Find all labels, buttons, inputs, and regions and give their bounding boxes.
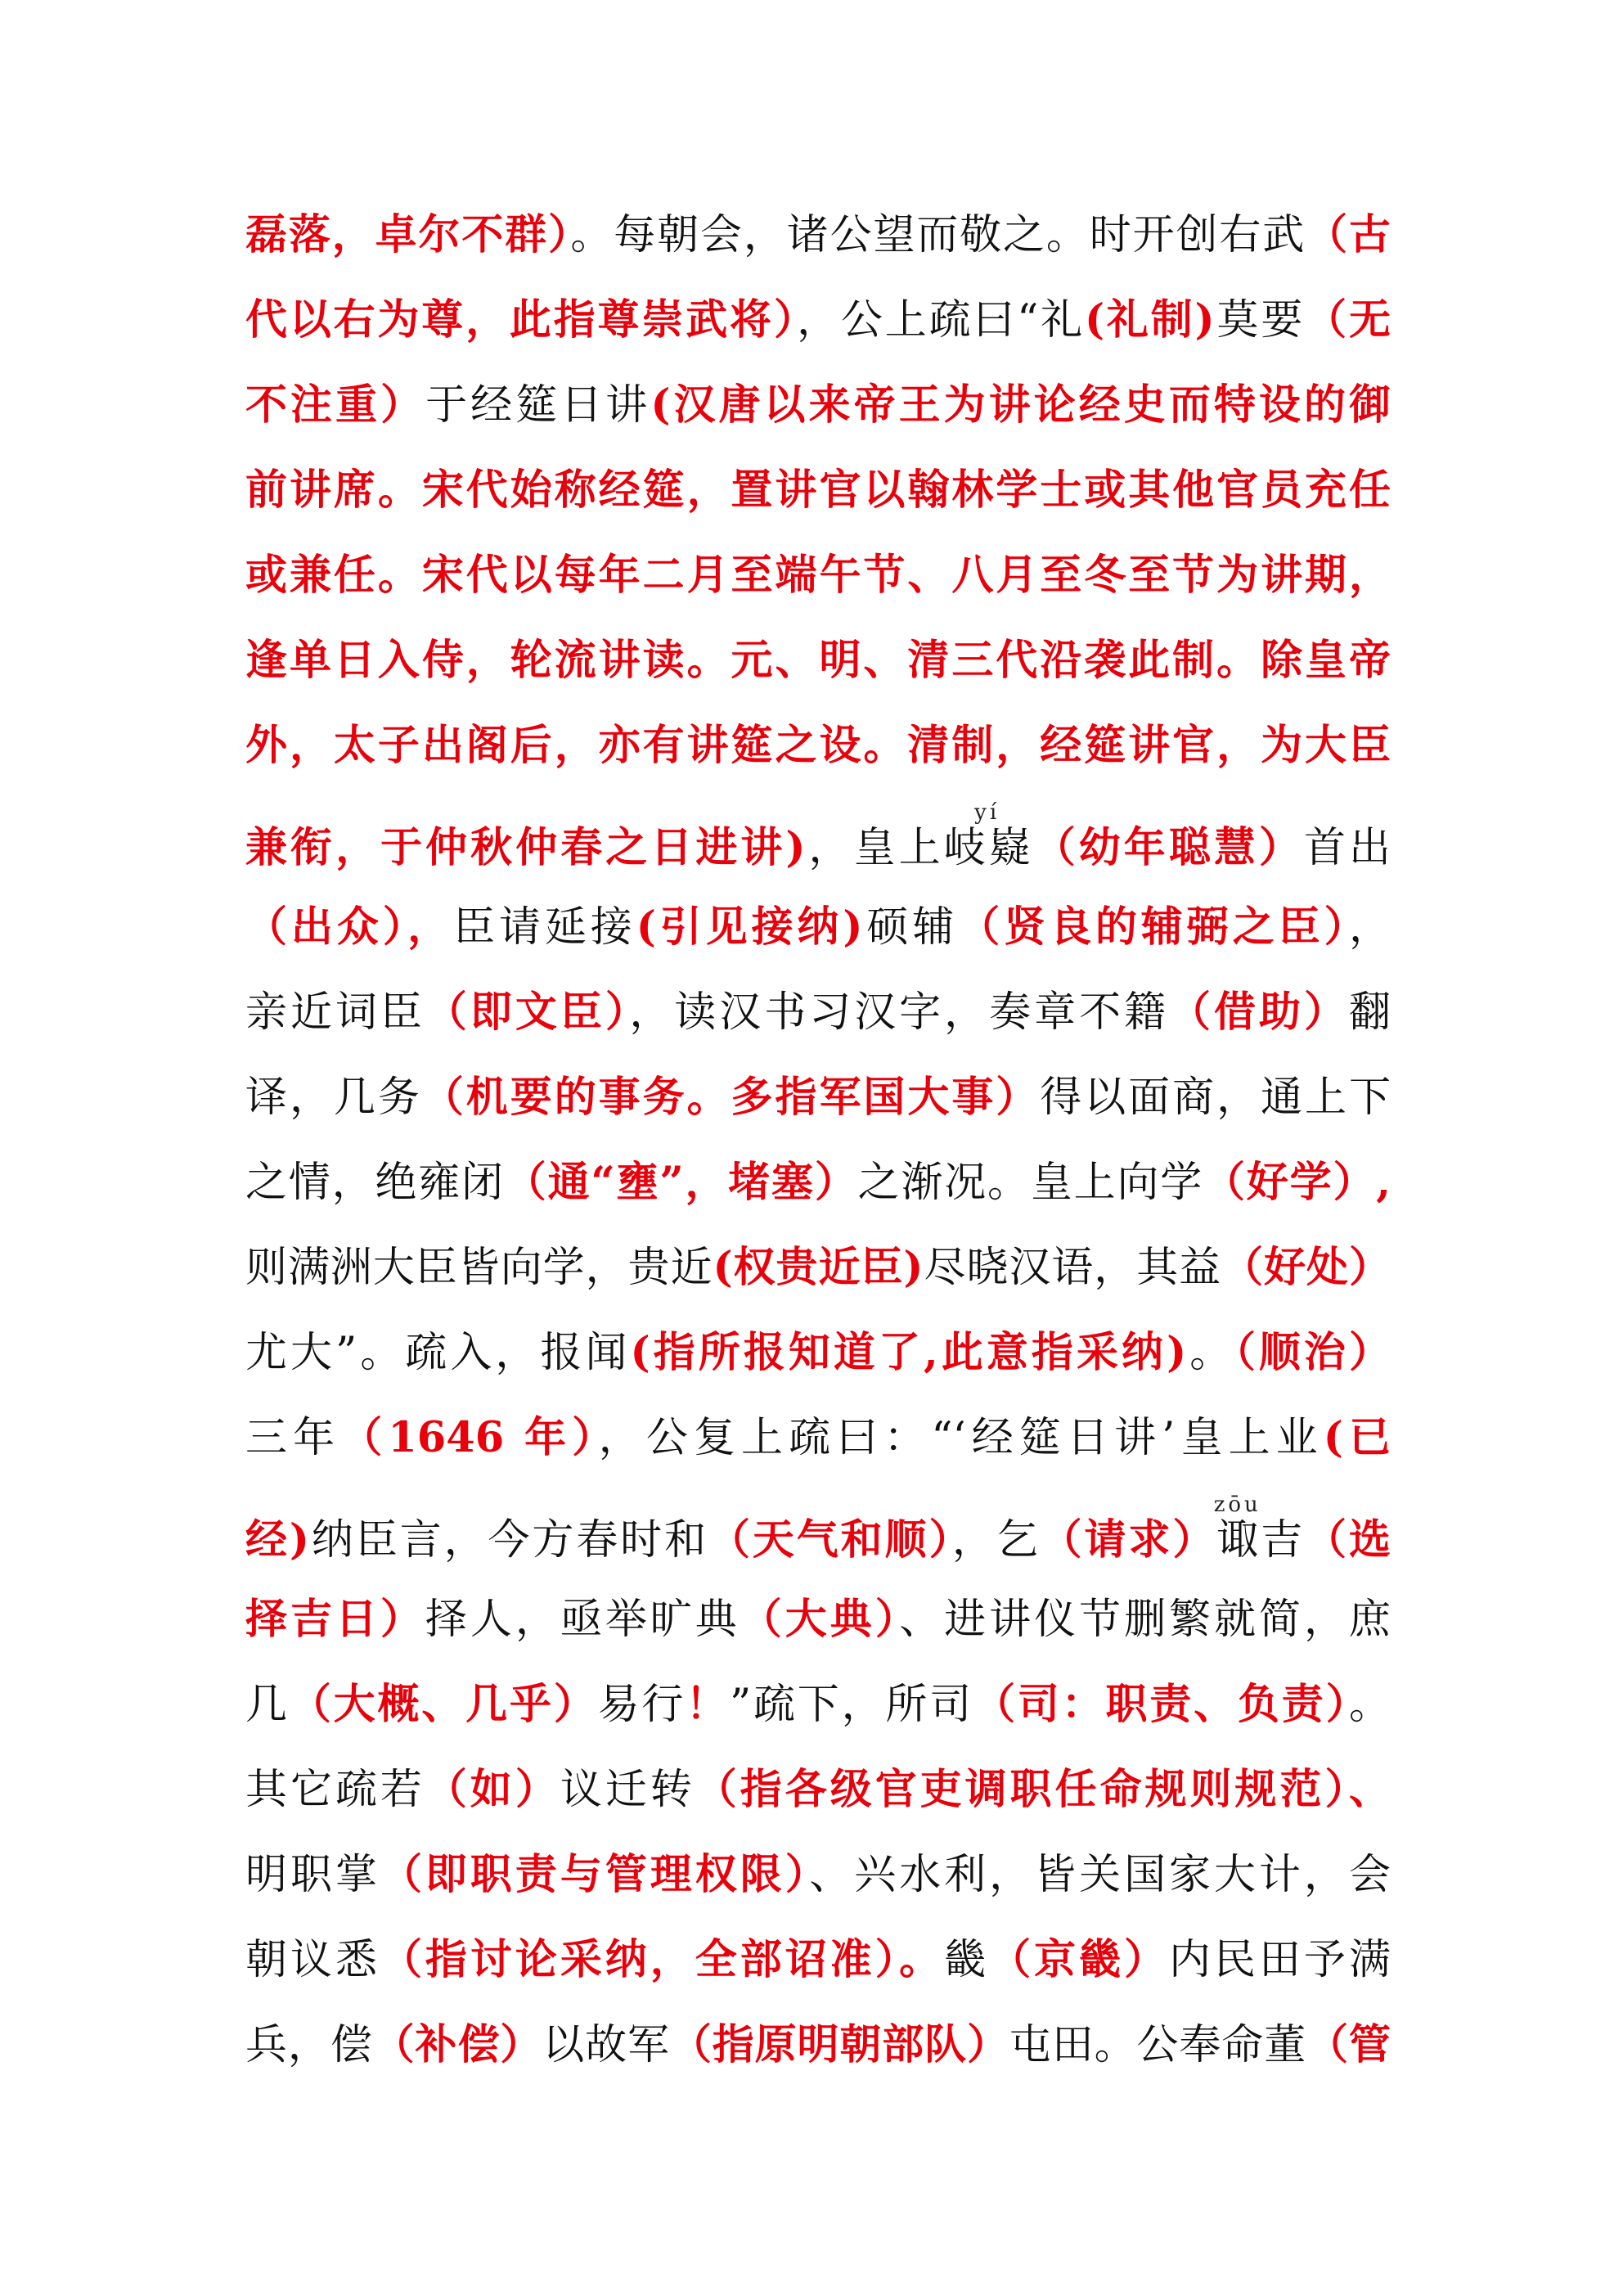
main-text: 以故军 xyxy=(542,2021,670,2069)
main-text: 尽晓汉语，其益 xyxy=(923,1244,1222,1292)
annotation-text: （好处） xyxy=(1221,1243,1391,1292)
main-text: 朝议悉 xyxy=(245,1936,380,1984)
main-text: 内民田予满 xyxy=(1169,1936,1391,1984)
annotation-text: （幼年聪慧） xyxy=(1033,823,1304,872)
main-text: 臣请延接 xyxy=(453,903,636,952)
main-text: 之渐况。皇上向学 xyxy=(857,1159,1204,1207)
main-text: 于经筵日讲 xyxy=(425,381,651,430)
annotation-text: （即文臣） xyxy=(425,988,630,1037)
main-text: 硕辅 xyxy=(862,903,959,952)
annotation-text: 不注重） xyxy=(245,380,426,430)
main-text: 亲近词臣 xyxy=(245,988,425,1037)
annotation-text: (权贵近臣) xyxy=(713,1243,924,1292)
text-line xyxy=(245,448,1391,533)
annotation-text: （请求） xyxy=(1040,1515,1217,1564)
annotation-text: （补偿） xyxy=(372,2020,543,2069)
main-text: 、进讲仪节删繁就简，庶 xyxy=(899,1596,1391,1644)
annotation-text: （机要的事务。多指军国大事） xyxy=(421,1073,1041,1122)
ruby-annotation xyxy=(943,800,1034,872)
text-line xyxy=(245,788,1391,885)
text-line xyxy=(245,277,1391,362)
main-text: 兵，偿 xyxy=(245,2021,373,2069)
main-text: ，皇上 xyxy=(805,824,944,872)
text-line xyxy=(245,1225,1391,1310)
text-line xyxy=(245,1395,1391,1480)
text-line xyxy=(245,533,1391,618)
text-line xyxy=(245,1480,1391,1577)
main-text: 几 xyxy=(245,1681,290,1729)
main-text: 三年 xyxy=(245,1414,341,1462)
text-line xyxy=(245,1917,1391,2002)
annotation-text: （借助） xyxy=(1169,988,1349,1037)
main-text: ”疏下，所司 xyxy=(730,1681,974,1729)
main-text: 译，几务 xyxy=(245,1074,422,1122)
text-line xyxy=(245,362,1391,448)
annotation-text: （好学）, xyxy=(1203,1158,1391,1207)
annotation-text: （大典） xyxy=(740,1595,900,1644)
ruby-annotation xyxy=(1213,1492,1261,1564)
pinyin-reading: zōu xyxy=(1213,1492,1261,1517)
main-text: ，公上疏曰“礼 xyxy=(797,296,1085,344)
annotation-text: 兼衔，于仲秋仲春之日进讲) xyxy=(245,823,806,872)
text-line xyxy=(245,1055,1391,1140)
text-line xyxy=(245,192,1391,277)
annotation-text: （天气和顺） xyxy=(708,1515,952,1564)
main-text: ，公复上疏曰：“‘经筵日讲’皇上业 xyxy=(598,1414,1324,1462)
annotation-text: （指讨论采纳，全部诏准）。 xyxy=(380,1935,945,1984)
main-text: 。 xyxy=(1348,1681,1391,1729)
main-text: 首出 xyxy=(1303,824,1391,872)
annotation-text: ！ xyxy=(686,1680,731,1729)
main-text: 。每朝会，诸公望而敬之。时开创右武 xyxy=(570,211,1306,259)
annotation-text: （管 xyxy=(1306,2020,1391,2069)
main-text: 之情，绝雍闭 xyxy=(245,1159,505,1207)
main-text: 其它疏若 xyxy=(245,1766,425,1814)
main-text: 得以面商，通上下 xyxy=(1040,1074,1391,1122)
annotation-text: 前讲席。宋代始称经筵，置讲官以翰林学士或其他官员充任 xyxy=(245,466,1391,515)
annotation-text: （通“壅”，堵塞） xyxy=(504,1158,858,1207)
annotation-text: （即职责与管理权限） xyxy=(380,1850,810,1899)
text-line xyxy=(245,1747,1391,1832)
main-text: 。 xyxy=(1186,1329,1235,1377)
annotation-text: （选 xyxy=(1305,1515,1391,1564)
text-line xyxy=(245,1577,1391,1662)
main-text: 尤大”。疏入，报闻 xyxy=(245,1329,631,1377)
annotation-text: 择吉日） xyxy=(245,1595,425,1644)
text-line xyxy=(245,1662,1391,1747)
main-text xyxy=(943,800,1034,872)
text-line xyxy=(245,1310,1391,1395)
pinyin-reading: yí xyxy=(943,800,1031,825)
annotation-text: (引见接纳) xyxy=(636,903,863,952)
annotation-text: (汉唐以来帝王为讲论经史而特设的御 xyxy=(650,380,1391,430)
annotation-text: 外，太子出阁后，亦有讲筵之设。清制，经筵讲官，为大臣 xyxy=(245,721,1391,770)
annotation-text: 或兼任。宋代以每年二月至端午节、八月至冬至节为讲期， xyxy=(245,551,1391,600)
annotation-text: 代以右为尊，此指尊崇武将） xyxy=(245,295,798,344)
main-text xyxy=(1213,1492,1261,1564)
text-line xyxy=(245,1140,1391,1225)
annotation-text: （无 xyxy=(1305,295,1391,344)
main-text: 易行 xyxy=(597,1681,686,1729)
main-text: 畿 xyxy=(944,1936,990,1984)
document-page xyxy=(245,192,1391,2087)
ruby-base: 诹 xyxy=(1213,1516,1261,1564)
annotation-text: （京畿） xyxy=(989,1935,1170,1984)
annotation-text: （指各级官吏调职任命规则规范）、 xyxy=(695,1765,1391,1814)
annotation-text: （司：职责、负责） xyxy=(973,1680,1349,1729)
annotation-text: （指原明朝部队） xyxy=(669,2020,1009,2069)
annotation-text: 经) xyxy=(245,1515,310,1564)
main-text: 莫要 xyxy=(1214,296,1306,344)
main-text: ，乞 xyxy=(951,1516,1041,1564)
ruby-base: 岐嶷 xyxy=(943,824,1034,872)
main-text: 纳臣言，今方春时和 xyxy=(309,1516,708,1564)
text-line xyxy=(245,970,1391,1055)
main-text: 、兴水利，皆关国家大计，会 xyxy=(809,1851,1391,1899)
annotation-text: （顺治） xyxy=(1234,1328,1391,1377)
main-text: 翻 xyxy=(1348,988,1391,1037)
main-text: 议迁转 xyxy=(560,1766,695,1814)
annotation-text: 磊落，卓尔不群） xyxy=(245,210,571,259)
main-text: 则满洲大臣皆向学，贵近 xyxy=(245,1244,713,1292)
text-line xyxy=(245,703,1391,788)
annotation-text: 逢单日入侍，轮流讲读。元、明、清三代沿袭此制。除皇帝 xyxy=(245,636,1391,685)
annotation-text: （1646 年） xyxy=(340,1413,599,1462)
text-line xyxy=(245,1832,1391,1917)
annotation-text: (已 xyxy=(1323,1413,1391,1462)
annotation-text: (礼制) xyxy=(1084,295,1215,344)
annotation-text: （如） xyxy=(425,1765,560,1814)
annotation-text: （出众）， xyxy=(245,903,454,952)
text-line xyxy=(245,618,1391,703)
text-line xyxy=(245,2002,1391,2087)
main-text: 屯田。公奉命董 xyxy=(1009,2021,1307,2069)
main-text: 吉 xyxy=(1258,1516,1306,1564)
main-text: ，读汉书习汉字，奏章不籍 xyxy=(629,988,1170,1037)
main-text: 明职掌 xyxy=(245,1851,380,1899)
annotation-text: (指所报知道了,此意指采纳) xyxy=(630,1328,1187,1377)
main-text: 择人，亟举旷典 xyxy=(425,1596,740,1644)
main-text: ， xyxy=(1348,903,1391,952)
annotation-text: （古 xyxy=(1306,210,1391,259)
text-line xyxy=(245,885,1391,970)
annotation-text: （贤良的辅弼之臣） xyxy=(958,903,1349,952)
annotation-text: （大概、几乎） xyxy=(289,1680,598,1729)
